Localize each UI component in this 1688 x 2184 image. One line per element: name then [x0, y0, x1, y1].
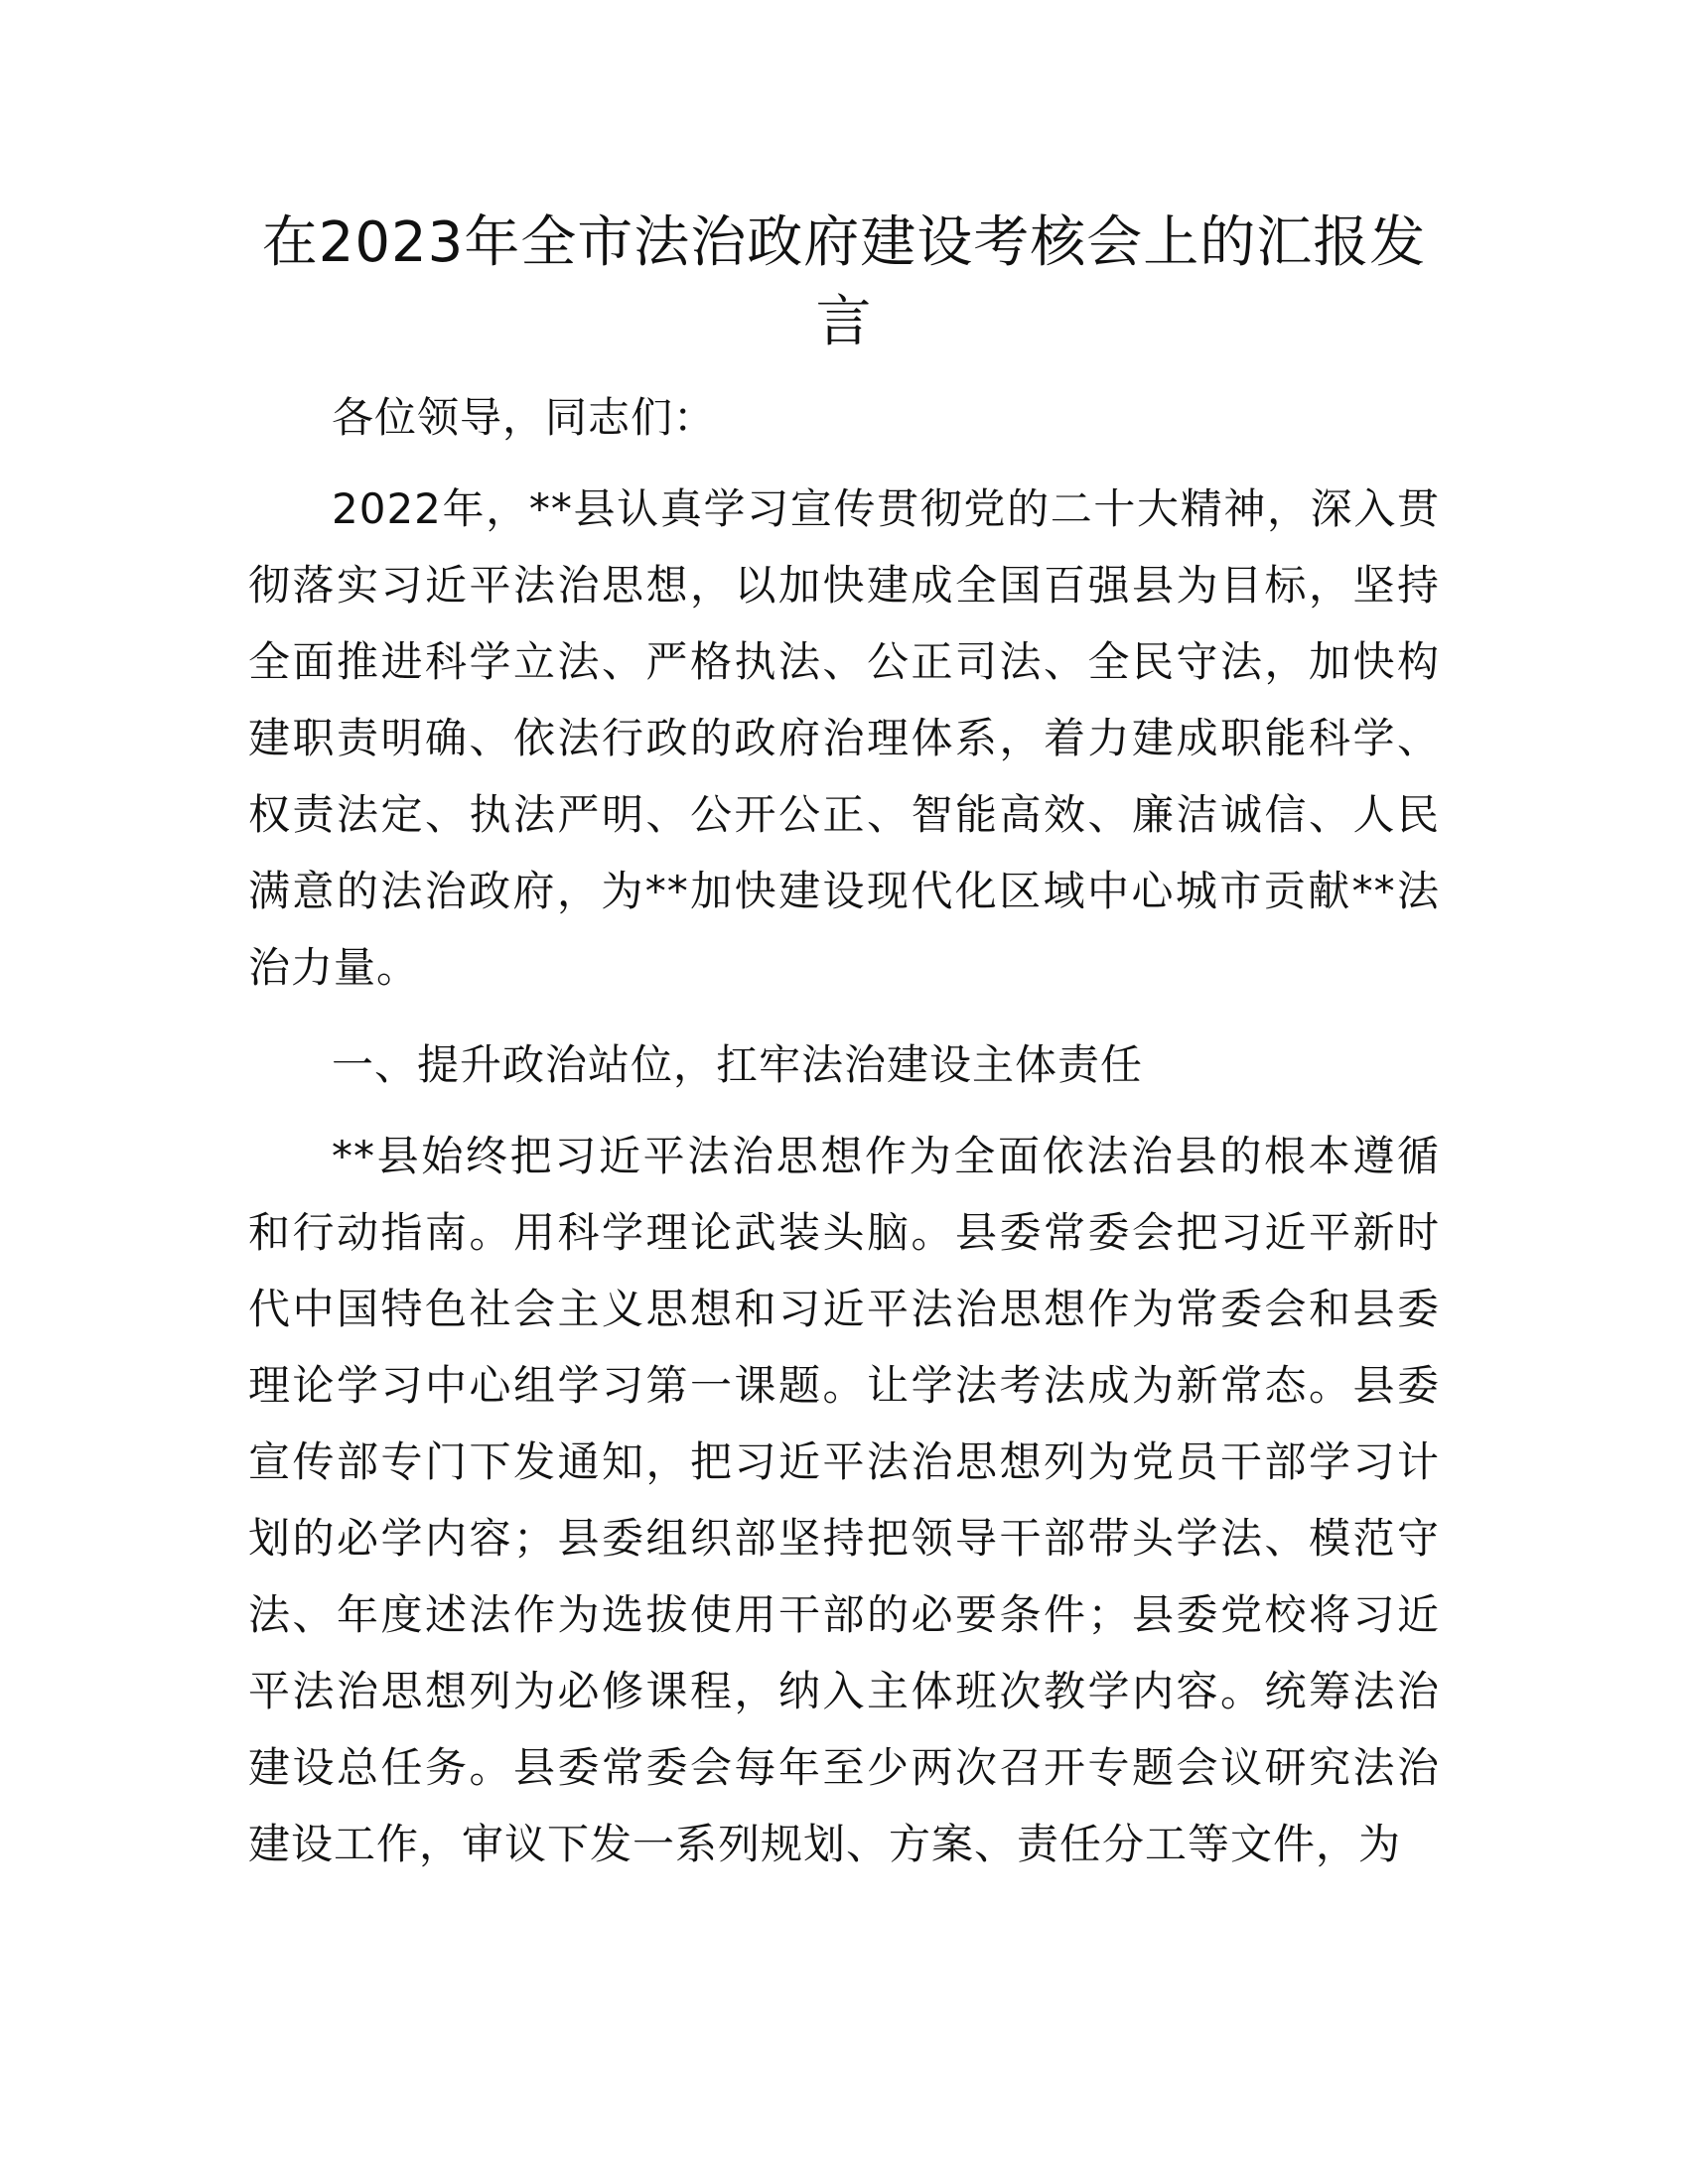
- salutation: 各位领导，同志们：: [332, 393, 717, 442]
- paragraph-intro: 2022年，**县认真学习宣传贯彻党的二十大精神，深入贯彻落实习近平法治思想，以加快建成全国百强县为目标，坚持全面推进科学立法、严格执法、公正司法、全民守法，加快构建职责明确、依法行政的政府治理体系，着力建成职能科学、权责法定、执法严明、公开公正、智能高效、廉洁诚信、人民满意的法治政府，为**加快建设现代化区域中心城市贡献**法治力量。: [248, 484, 1440, 992]
- document-title: 在2023年全市法治政府建设考核会上的汇报发言: [261, 210, 1427, 354]
- section-heading-1: 一、提升政治站位，扛牢法治建设主体责任: [332, 1040, 1144, 1089]
- paragraph-section-1: **县始终把习近平法治思想作为全面依法治县的根本遵循和行动指南。用科学理论武装头脑。县委常委会把习近平新时代中国特色社会主义思想和习近平法治思想作为常委会和县委理论学习中心组学习第一课题。让学法考法成为新常态。县委宣传部专门下发通知，把习近平法治思想列为党员干部学习计划的必学内容；县委组织部坚持把领导干部带头学法、模范守法、年度述法作为选拔使用干部的必要条件；县委党校将习近平法治思想列为必修课程，纳入主体班次教学内容。统筹法治建设总任务。县委常委会每年至少两次召开专题会议研究法治建设工作，审议下发一系列规划、方案、责任分工等文件，为: [248, 1132, 1440, 1868]
